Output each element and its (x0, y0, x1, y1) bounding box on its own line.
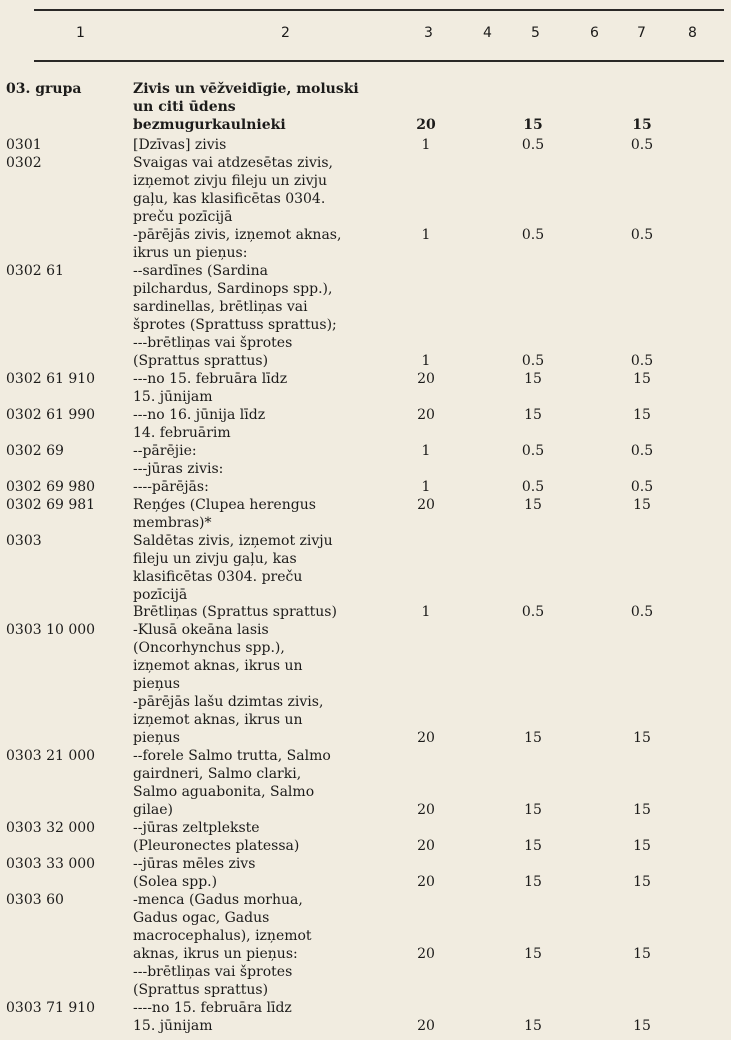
table-header-rule (34, 60, 724, 62)
goods-description: --pārējie: (133, 443, 197, 459)
duty-col-5: 0.5 (521, 227, 545, 243)
duty-col-3: 20 (417, 1018, 435, 1034)
duty-col-3: 1 (421, 479, 431, 495)
duty-col-3: 20 (417, 371, 435, 387)
duty-col-7: 15 (633, 802, 651, 818)
tariff-code: 0302 61 910 (6, 371, 96, 387)
goods-description: ---no 16. jūnija līdz 14. februārim (133, 407, 266, 441)
column-header-8: 8 (688, 25, 697, 41)
tariff-code: 0302 61 (6, 263, 64, 279)
duty-col-7: 15 (633, 371, 651, 387)
column-header-2: 2 (281, 25, 290, 41)
duty-col-3: 1 (421, 443, 431, 459)
duty-col-5: 15 (524, 497, 542, 513)
duty-col-7: 15 (633, 874, 651, 890)
duty-col-5: 15 (524, 371, 542, 387)
tariff-code: 0302 69 (6, 443, 64, 459)
duty-col-5: 0.5 (521, 353, 545, 369)
tariff-code: 0303 60 (6, 892, 64, 908)
tariff-code: 0303 33 000 (6, 856, 96, 872)
tariff-code: 03. grupa (6, 81, 82, 97)
column-header-7: 7 (637, 25, 646, 41)
duty-col-7: 15 (633, 1018, 651, 1034)
duty-col-5: 15 (523, 117, 543, 133)
duty-col-3: 20 (417, 730, 435, 746)
duty-col-3: 1 (421, 604, 431, 620)
duty-col-3: 20 (417, 407, 435, 423)
duty-col-5: 0.5 (521, 443, 545, 459)
goods-description: --jūras zeltplekste (Pleuronectes platessa) (133, 820, 300, 854)
duty-col-5: 15 (524, 407, 542, 423)
duty-col-5: 0.5 (521, 604, 545, 620)
column-header-5: 5 (531, 25, 540, 41)
duty-col-3: 1 (421, 137, 431, 153)
duty-col-5: 15 (524, 730, 542, 746)
tariff-code: 0303 (6, 533, 42, 549)
duty-col-3: 20 (417, 497, 435, 513)
duty-col-7: 15 (633, 497, 651, 513)
tariff-code: 0301 (6, 137, 42, 153)
goods-description: -menca (Gadus morhua, Gadus ogac, Gadus macrocephalus), izņemot aknas, ikrus un pieņus: (133, 892, 312, 962)
goods-description: ---no 15. februāra līdz 15. jūnijam (133, 371, 288, 405)
duty-col-7: 15 (633, 946, 651, 962)
tariff-code: 0302 (6, 155, 42, 171)
goods-description: Zivis un vēžveidīgie, moluski un citi ūdens bezmugurkaulnieki (133, 81, 359, 133)
goods-description: -Klusā okeāna lasis (Oncorhynchus spp.), izņemot aknas, ikrus un pieņus (133, 622, 303, 692)
duty-col-5: 0.5 (521, 479, 545, 495)
duty-col-3: 20 (416, 117, 436, 133)
duty-col-5: 15 (524, 874, 542, 890)
duty-col-3: 20 (417, 874, 435, 890)
duty-col-7: 0.5 (630, 604, 654, 620)
tariff-code: 0302 69 980 (6, 479, 96, 495)
duty-col-5: 15 (524, 1018, 542, 1034)
goods-description: ----pārējās: (133, 479, 209, 495)
duty-col-5: 15 (524, 946, 542, 962)
goods-description: ---brētliņas vai šprotes (Sprattus sprattus) (133, 964, 293, 998)
duty-col-3: 1 (421, 227, 431, 243)
duty-col-5: 15 (524, 802, 542, 818)
tariff-code: 0303 32 000 (6, 820, 96, 836)
goods-description: ----no 15. februāra līdz 15. jūnijam (133, 1000, 292, 1034)
goods-description: -pārējās lašu dzimtas zivis, izņemot aknas, ikrus un pieņus (133, 694, 324, 746)
duty-col-3: 20 (417, 802, 435, 818)
duty-col-7: 15 (633, 730, 651, 746)
column-header-4: 4 (483, 25, 492, 41)
goods-description: [Dzīvas] zivis (133, 137, 227, 153)
goods-description: Brētliņas (Sprattus sprattus) (133, 604, 337, 620)
duty-col-3: 1 (421, 353, 431, 369)
duty-col-7: 15 (633, 407, 651, 423)
duty-col-5: 15 (524, 838, 542, 854)
duty-col-7: 0.5 (630, 443, 654, 459)
tariff-code: 0302 61 990 (6, 407, 96, 423)
tariff-code: 0303 21 000 (6, 748, 96, 764)
goods-description: --sardīnes (Sardina pilchardus, Sardinops spp.), sardinellas, brētliņas vai šprotes (Sprattuss sprattus); ---brētliņas vai šprotes (Sprattus sprattus) (133, 263, 337, 369)
goods-description: Reņģes (Clupea herengus membras)* (133, 497, 316, 531)
duty-col-3: 20 (417, 946, 435, 962)
column-header-1: 1 (76, 25, 85, 41)
duty-col-7: 0.5 (630, 137, 654, 153)
goods-description: ---jūras zivis: (133, 461, 224, 477)
goods-description: --jūras mēles zivs (Solea spp.) (133, 856, 256, 890)
duty-col-3: 20 (417, 838, 435, 854)
column-header-3: 3 (424, 25, 433, 41)
duty-col-7: 0.5 (630, 353, 654, 369)
table-top-rule (34, 9, 724, 11)
duty-col-7: 15 (633, 838, 651, 854)
duty-col-7: 15 (632, 117, 652, 133)
column-header-6: 6 (590, 25, 599, 41)
duty-col-7: 0.5 (630, 227, 654, 243)
duty-col-7: 0.5 (630, 479, 654, 495)
tariff-code: 0303 71 910 (6, 1000, 96, 1016)
goods-description: Saldētas zivis, izņemot zivju fileju un zivju gaļu, kas klasificētas 0304. preču pozīcijā (133, 533, 333, 603)
goods-description: --forele Salmo trutta, Salmo gairdneri, Salmo clarki, Salmo aguabonita, Salmo gilae) (133, 748, 331, 818)
tariff-code: 0303 10 000 (6, 622, 96, 638)
goods-description: -pārējās zivis, izņemot aknas, ikrus un pieņus: (133, 227, 342, 261)
duty-col-5: 0.5 (521, 137, 545, 153)
goods-description: Svaigas vai atdzesētas zivis, izņemot zivju fileju un zivju gaļu, kas klasificētas 0304. preču pozīcijā (133, 155, 333, 225)
tariff-code: 0302 69 981 (6, 497, 96, 513)
